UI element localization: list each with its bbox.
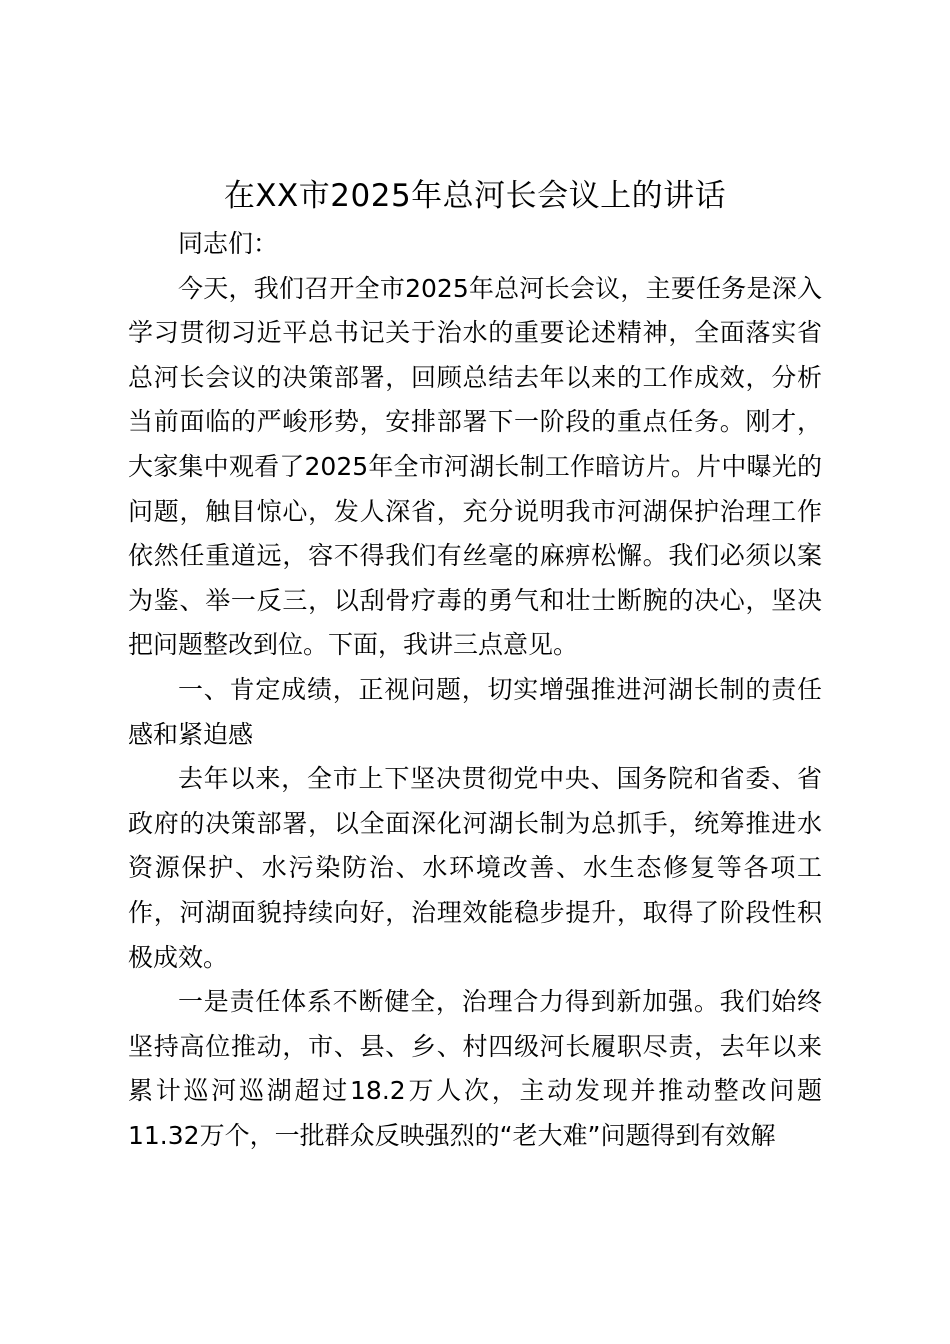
salutation: 同志们： [178, 229, 279, 258]
paragraph-achievements: 去年以来，全市上下坚决贯彻党中央、国务院和省委、省政府的决策部署，以全面深化河湖长制为总抓手，统筹推进水资源保护、水污染防治、水环境改善、水生态修复等各项工作，河湖面貌持续向好，治理效能稳步提升，取得了阶段性积极成效。 [128, 764, 822, 972]
section-heading-1: 一、肯定成绩，正视问题，切实增强推进河湖长制的责任感和紧迫感 [128, 674, 822, 749]
document-body [128, 222, 822, 1158]
paragraph-responsibility-system: 一是责任体系不断健全，治理合力得到新加强。我们始终坚持高位推动，市、县、乡、村四级河长履职尽责，去年以来累计巡河巡湖超过18.2万人次，主动发现并推动整改问题11.32万个，一批群众反映强烈的“老大难”问题得到有效解 [128, 987, 822, 1150]
document-title: 在XX市2025年总河长会议上的讲话 [223, 178, 727, 214]
paragraph-intro: 今天，我们召开全市2025年总河长会议，主要任务是深入学习贯彻习近平总书记关于治水的重要论述精神，全面落实省总河长会议的决策部署，回顾总结去年以来的工作成效，分析当前面临的严峻形势，安排部署下一阶段的重点任务。刚才，大家集中观看了2025年全市河湖长制工作暗访片。片中曝光的问题，触目惊心，发人深省，充分说明我市河湖保护治理工作依然任重道远，容不得我们有丝毫的麻痹松懈。我们必须以案为鉴、举一反三，以刮骨疗毒的勇气和壮士断腕的决心，坚决把问题整改到位。下面，我讲三点意见。 [128, 273, 822, 660]
